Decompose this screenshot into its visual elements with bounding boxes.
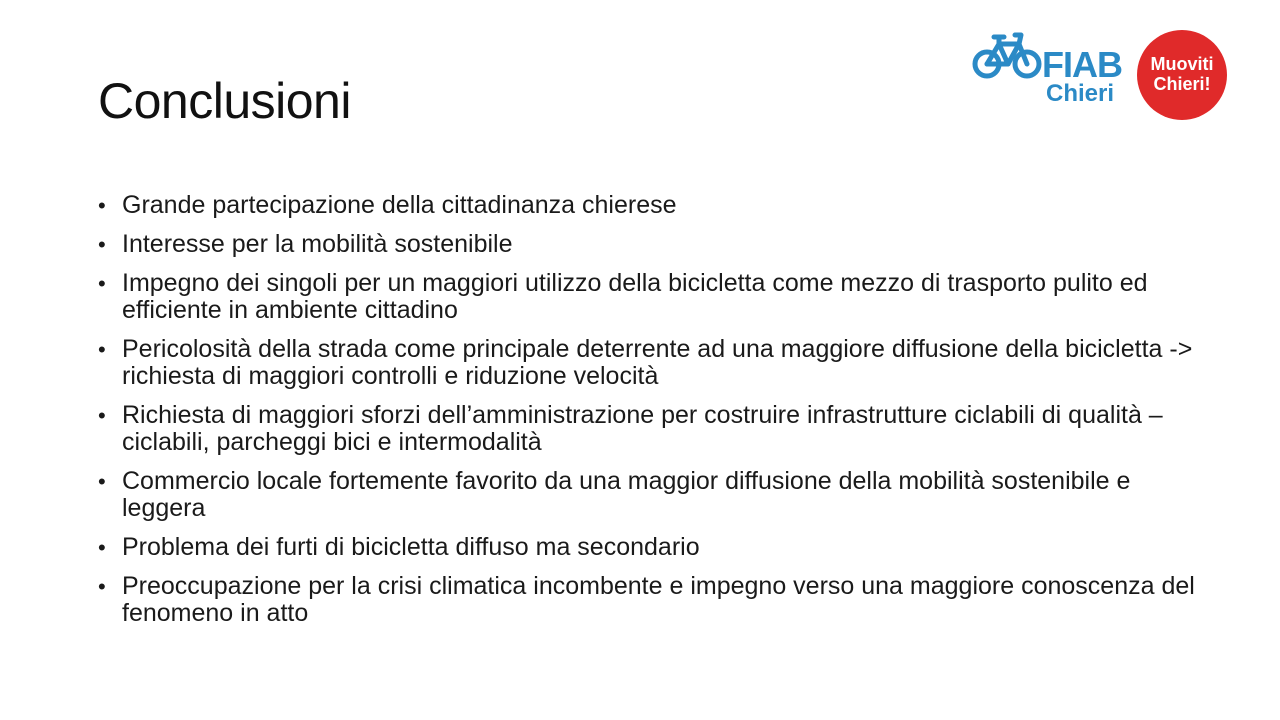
bullet-text: Impegno dei singoli per un maggiori utilizzo della bicicletta come mezzo di trasporto pulito ed efficiente in ambiente cittadino (122, 269, 1148, 324)
logo-chieri-text: Chieri (1046, 80, 1115, 107)
muoviti-chieri-badge (1137, 30, 1227, 120)
bicycle-icon (972, 30, 1042, 80)
bullet-text: Richiesta di maggiori sforzi dell’amministrazione per costruire infrastrutture ciclabili di qualità – ciclabili, parcheggi bici e intermodalità (122, 401, 1163, 456)
logo-fiab-text: FIAB (1042, 44, 1122, 85)
list-item (98, 573, 1208, 627)
fiab-chieri-logo (970, 26, 1230, 122)
list-item (98, 192, 1208, 219)
bullet-text: Pericolosità della strada come principale deterrente ad una maggiore diffusione della bicicletta -> richiesta di maggiori controlli e riduzione velocità (122, 335, 1193, 390)
list-item (98, 468, 1208, 522)
conclusions-list (98, 192, 1208, 639)
badge-line-1: Muoviti (1150, 54, 1214, 75)
bullet-text: Interesse per la mobilità sostenibile (122, 230, 513, 258)
bullet-glyph: • (98, 193, 106, 218)
list-item (98, 270, 1208, 324)
badge-line-2: Chieri! (1153, 74, 1211, 94)
bullet-text: Preoccupazione per la crisi climatica incombente e impegno verso una maggiore conoscenza del fenomeno in atto (122, 572, 1195, 627)
bullet-text: Grande partecipazione della cittadinanza chierese (122, 191, 677, 219)
bullet-glyph: • (98, 271, 106, 296)
list-item (98, 231, 1208, 258)
bullet-glyph: • (98, 337, 106, 362)
list-item (98, 534, 1208, 561)
bullet-text: Problema dei furti di bicicletta diffuso ma secondario (122, 533, 700, 561)
list-item (98, 402, 1208, 456)
bullet-glyph: • (98, 469, 106, 494)
bullet-text: Commercio locale fortemente favorito da una maggior diffusione della mobilità sostenibile e leggera (122, 467, 1131, 522)
list-item (98, 336, 1208, 390)
bullet-glyph: • (98, 403, 106, 428)
slide-title: Conclusioni (98, 73, 351, 129)
bullet-glyph: • (98, 232, 106, 257)
bullet-glyph: • (98, 535, 106, 560)
bullet-glyph: • (98, 574, 106, 599)
